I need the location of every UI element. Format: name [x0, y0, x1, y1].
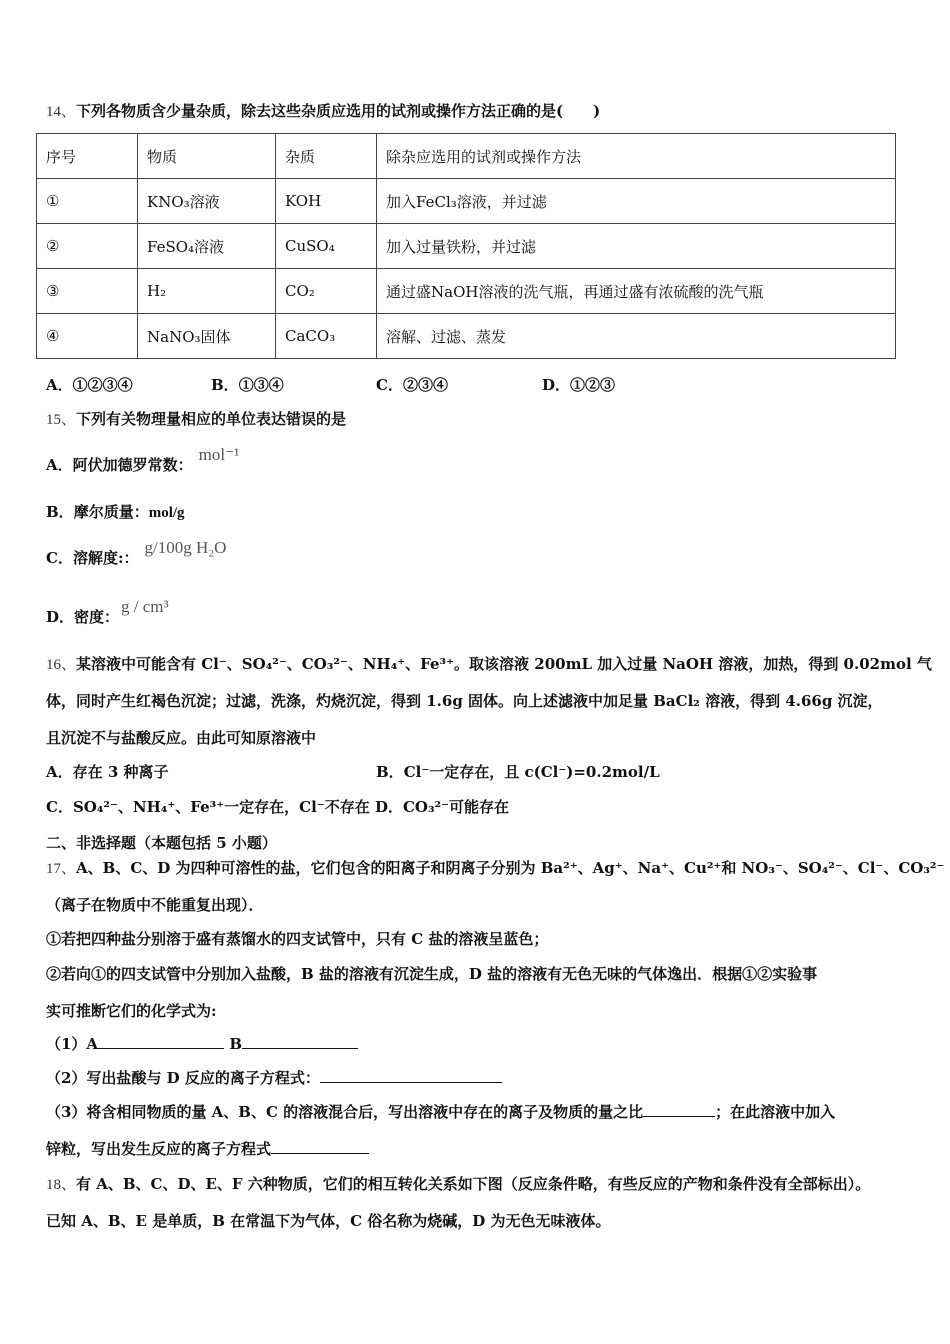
- option-text: 阿伏加德罗常数：: [72, 456, 193, 474]
- cell-method: 加入过量铁粉，并过滤: [377, 224, 896, 269]
- q17-sub-3b: [46, 1139, 369, 1159]
- option-label: C．: [46, 798, 73, 816]
- option-label: B．: [376, 763, 404, 781]
- option-text: 密度：: [74, 608, 120, 626]
- q17-condition-1: ①若把四种盐分别溶于盛有蒸馏水的四支试管中，只有 C 盐的溶液呈蓝色；: [46, 930, 549, 948]
- option-text: 摩尔质量：: [73, 503, 149, 521]
- option-label: B．: [211, 376, 239, 394]
- header-method: 除杂应选用的试剂或操作方法: [377, 134, 896, 179]
- section-heading: 二、非选择题（本题包括 5 小题）: [46, 834, 277, 852]
- header-substance: 物质: [138, 134, 276, 179]
- option-label: A．: [46, 456, 73, 474]
- option-label: D．: [542, 376, 571, 394]
- cell-substance: H₂: [138, 269, 276, 314]
- sub-3-text: （3）将含相同物质的量 A、B、C 的溶液混合后，写出溶液中存在的离子及物质的量之比: [46, 1103, 644, 1121]
- q15-stem-text: 下列有关物理量相应的单位表达错误的是: [76, 410, 347, 428]
- q18-number: 18、: [46, 1177, 77, 1193]
- q17-sub-1: [46, 1034, 358, 1054]
- cell-impurity: CO₂: [276, 269, 377, 314]
- sub-2-text: （2）写出盐酸与 D 反应的离子方程式：: [46, 1069, 320, 1087]
- option-unit: g / cm³: [121, 597, 169, 616]
- q16-line-1: [46, 654, 932, 675]
- option-label: D．: [374, 798, 403, 816]
- q17-sub-3: [46, 1102, 835, 1122]
- q16-option-c[interactable]: [46, 798, 370, 816]
- option-text: ②③④: [402, 376, 448, 394]
- q15-stem: [46, 409, 346, 430]
- option-label: C．: [376, 376, 403, 394]
- option-label: D．: [46, 608, 75, 626]
- q14-stem: [46, 101, 600, 122]
- q18-text: 有 A、B、C、D、E、F 六种物质，它们的相互转化关系如下图（反应条件略，有些反应的产物和条件没有全部标出）。: [76, 1175, 871, 1193]
- option-text: ①②③④: [72, 376, 133, 394]
- option-text: 溶解度:：: [72, 549, 139, 567]
- q17-text: A、B、C、D 为四种可溶性的盐，它们包含的阳离子和阴离子分别为 Ba²⁺、Ag⁺、Na⁺、Cu²⁺和 NO₃⁻、SO₄²⁻、Cl⁻、CO₃²⁻: [76, 859, 945, 877]
- q14-number: 14、: [46, 104, 77, 120]
- q15-option-a[interactable]: [46, 445, 240, 475]
- cell-method: 通过盛NaOH溶液的洗气瓶，再通过盛有浓硫酸的洗气瓶: [377, 269, 896, 314]
- q14-option-b[interactable]: [211, 375, 284, 395]
- q17-condition-2b: 实可推断它们的化学式为:: [46, 1002, 217, 1020]
- cell-substance: FeSO₄溶液: [138, 224, 276, 269]
- q14-option-d[interactable]: [542, 375, 615, 395]
- cell-seq: ③: [37, 269, 138, 314]
- option-label: A．: [46, 376, 73, 394]
- q16-option-a[interactable]: [46, 762, 169, 782]
- q18-line-1: [46, 1174, 870, 1195]
- cell-impurity: KOH: [276, 179, 377, 224]
- cell-impurity: CuSO₄: [276, 224, 377, 269]
- answer-blank-a[interactable]: [98, 1034, 224, 1049]
- table-header-row: [37, 134, 896, 179]
- q15-number: 15、: [46, 412, 77, 428]
- answer-blank-b[interactable]: [242, 1034, 358, 1049]
- q17-line-2: （离子在物质中不能重复出现）．: [46, 896, 264, 914]
- sub-3-tail: ；在此溶液中加入: [715, 1103, 836, 1121]
- option-unit: mol/g: [148, 505, 185, 521]
- option-unit: mol⁻¹: [198, 445, 240, 464]
- option-label: C．: [46, 549, 73, 567]
- cell-substance: KNO₃溶液: [138, 179, 276, 224]
- header-impurity: 杂质: [276, 134, 377, 179]
- table-row: [37, 314, 896, 359]
- q14-stem-text: 下列各物质含少量杂质，除去这些杂质应选用的试剂或操作方法正确的是( ): [76, 102, 601, 120]
- q15-option-d[interactable]: [46, 597, 169, 627]
- q17-line-1: [46, 858, 944, 879]
- option-text: CO₃²⁻可能存在: [402, 798, 510, 816]
- q16-number: 16、: [46, 657, 77, 673]
- sub-1-b-label: B: [229, 1035, 242, 1053]
- cell-seq: ①: [37, 179, 138, 224]
- q14-table: [36, 133, 896, 359]
- q17-sub-2: [46, 1068, 502, 1088]
- answer-blank-zinc-equation[interactable]: [271, 1139, 369, 1154]
- q17-condition-2: ②若向①的四支试管中分别加入盐酸，B 盐的溶液有沉淀生成，D 盐的溶液有无色无味的气体逸出．根据①②实验事: [46, 965, 818, 983]
- cell-method: 溶解、过滤、蒸发: [377, 314, 896, 359]
- q16-options-row-2: [46, 797, 509, 817]
- q14-option-c[interactable]: [376, 375, 448, 395]
- table-row: [37, 179, 896, 224]
- cell-seq: ②: [37, 224, 138, 269]
- q15-option-b[interactable]: [46, 502, 185, 523]
- q16-text: 某溶液中可能含有 Cl⁻、SO₄²⁻、CO₃²⁻、NH₄⁺、Fe³⁺。取该溶液 200mL 加入过量 NaOH 溶液，加热，得到 0.02mol 气: [76, 655, 932, 673]
- option-text: Cl⁻一定存在，且 c(Cl⁻)=0.2mol/L: [403, 763, 660, 781]
- table-row: [37, 224, 896, 269]
- option-label: A．: [46, 763, 73, 781]
- answer-blank-equation[interactable]: [320, 1068, 502, 1083]
- cell-impurity: CaCO₃: [276, 314, 377, 359]
- cell-seq: ④: [37, 314, 138, 359]
- option-label: B．: [46, 503, 74, 521]
- sub-3b-text: 锌粒，写出发生反应的离子方程式: [46, 1140, 272, 1158]
- option-text: ①③④: [238, 376, 284, 394]
- q17-number: 17、: [46, 861, 77, 877]
- option-text: 存在 3 种离子: [72, 763, 169, 781]
- answer-blank-ratio[interactable]: [643, 1102, 715, 1117]
- option-text: SO₄²⁻、NH₄⁺、Fe³⁺一定存在，Cl⁻不存在: [72, 798, 370, 816]
- q18-line-2: 已知 A、B、E 是单质，B 在常温下为气体，C 俗名称为烧碱，D 为无色无味液体。: [46, 1212, 611, 1230]
- cell-method: 加入FeCl₃溶液，并过滤: [377, 179, 896, 224]
- q14-option-a[interactable]: [46, 375, 133, 395]
- q16-line-3: 且沉淀不与盐酸反应。由此可知原溶液中: [46, 729, 317, 747]
- cell-substance: NaNO₃固体: [138, 314, 276, 359]
- option-text: ①②③: [570, 376, 616, 394]
- q16-option-b[interactable]: [376, 762, 660, 782]
- option-unit: g/100g H₂O: [144, 538, 227, 557]
- q15-option-c[interactable]: [46, 538, 227, 568]
- q16-line-2: 体，同时产生红褐色沉淀；过滤，洗涤，灼烧沉淀，得到 1.6g 固体。向上述滤液中加足量 BaCl₂ 溶液，得到 4.66g 沉淀，: [46, 692, 883, 710]
- header-seq: 序号: [37, 134, 138, 179]
- sub-1-prefix: （1）A: [46, 1035, 99, 1053]
- q16-option-d[interactable]: [375, 798, 509, 816]
- table-row: [37, 269, 896, 314]
